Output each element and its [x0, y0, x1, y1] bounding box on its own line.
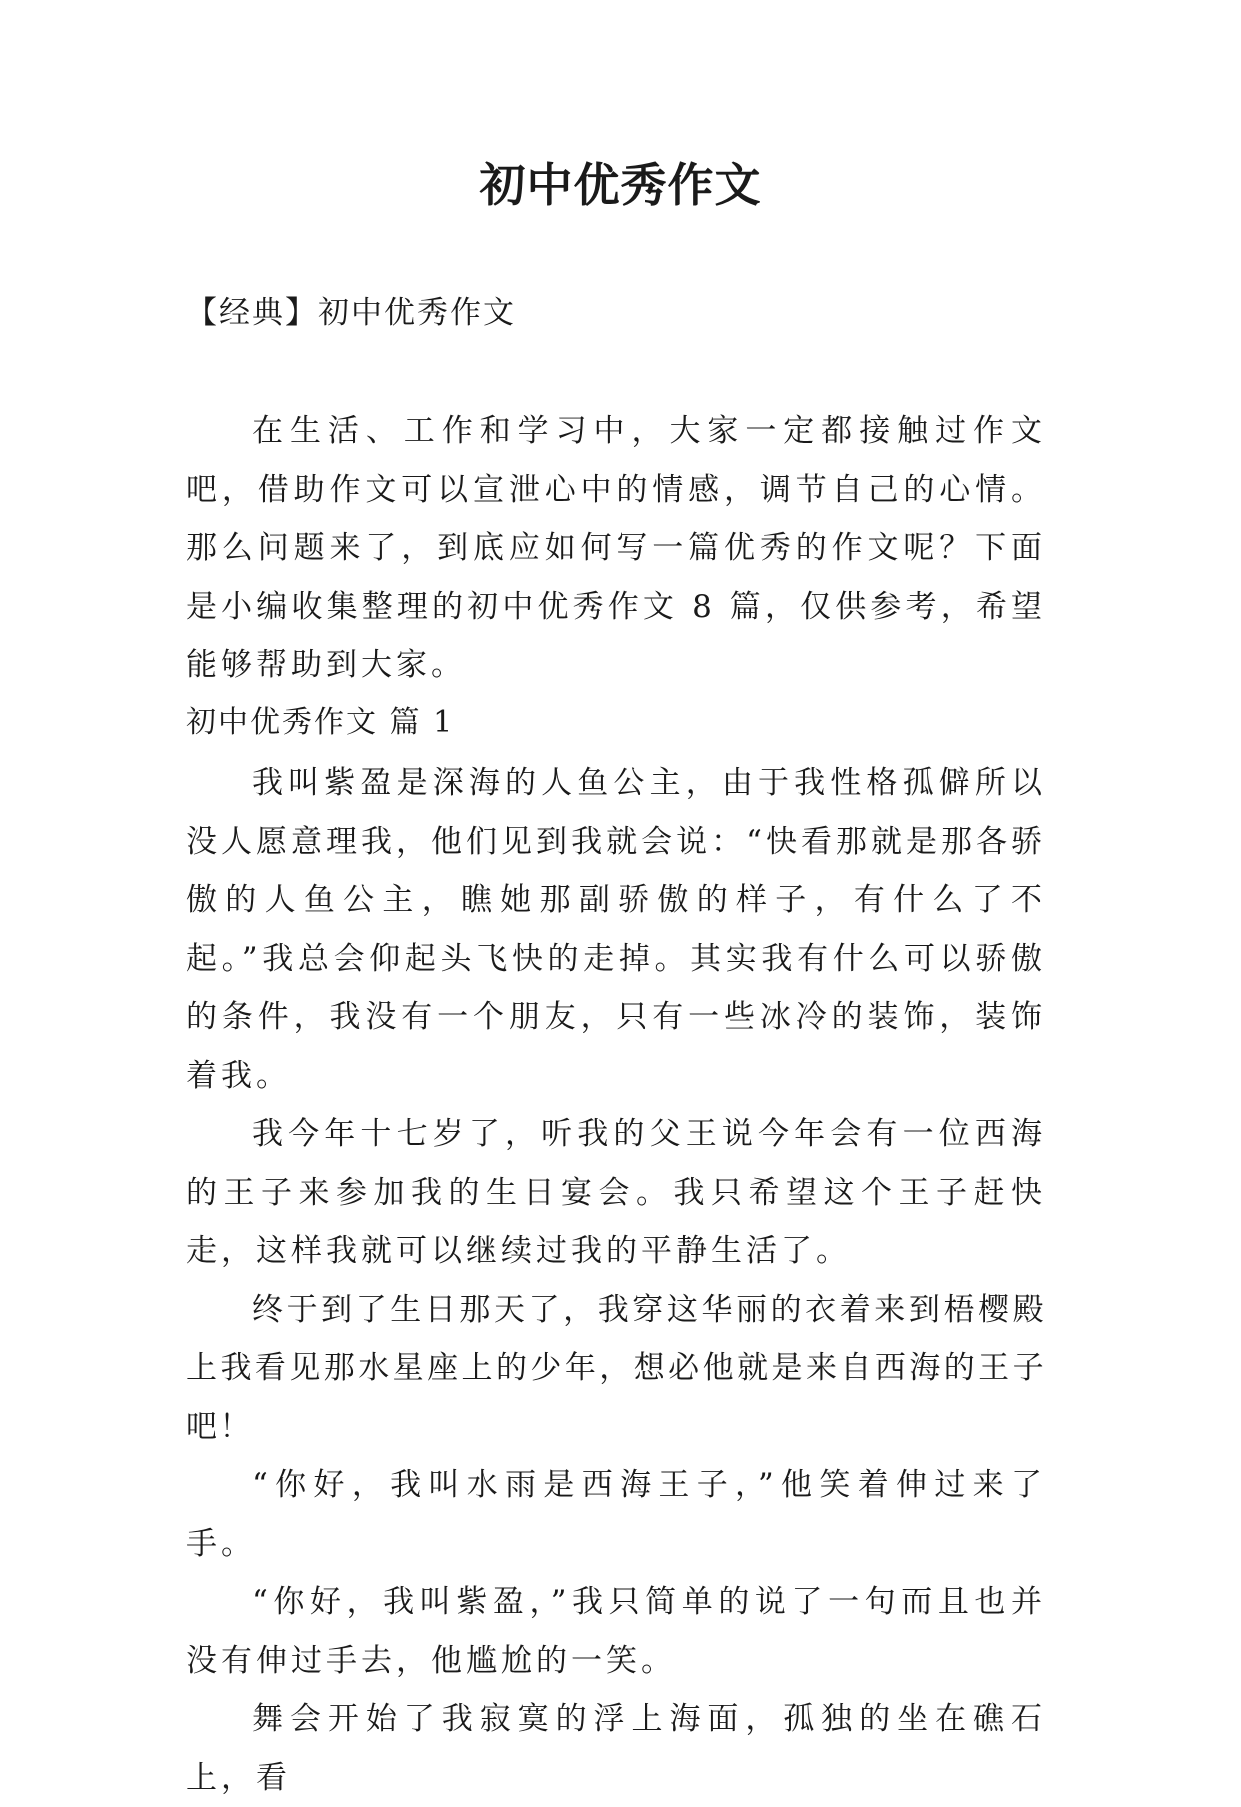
- document-subtitle: 【经典】初中优秀作文: [186, 295, 516, 331]
- article-paragraph: “你好，我叫紫盈，”我只简单的说了一句而且也并没有伸过手去，他尴尬的一笑。: [186, 1584, 1046, 1679]
- article-paragraph: 我今年十七岁了，听我的父王说今年会有一位西海的王子来参加我的生日宴会。我只希望这个王子赶快走，这样我就可以继续过我的平静生活了。: [186, 1116, 1046, 1269]
- article-paragraph: “你好，我叫水雨是西海王子，”他笑着伸过来了手。: [186, 1467, 1046, 1562]
- article-body: [186, 754, 1046, 1807]
- section-heading: 初中优秀作文 篇 1: [186, 705, 455, 740]
- intro-paragraph: 在生活、工作和学习中，大家一定都接触过作文吧，借助作文可以宣泄心中的情感，调节自己的心情。那么问题来了，到底应如何写一篇优秀的作文呢？下面是小编收集整理的初中优秀作文 8 篇，仅供参考，希望能够帮助到大家。: [186, 413, 1046, 683]
- article-paragraph: 舞会开始了我寂寞的浮上海面，孤独的坐在礁石上，看: [186, 1701, 1046, 1796]
- article-paragraph: 终于到了生日那天了，我穿这华丽的衣着来到梧樱殿上我看见那水星座上的少年，想必他就是来自西海的王子吧！: [186, 1291, 1046, 1445]
- document-title: 初中优秀作文: [479, 158, 762, 212]
- article-paragraph: 我叫紫盈是深海的人鱼公主，由于我性格孤僻所以没人愿意理我，他们见到我就会说：“快看那就是那各骄傲的人鱼公主，瞧她那副骄傲的样子，有什么了不起。”我总会仰起头飞快的走掉。其实我有什么可以骄傲的条件，我没有一个朋友，只有一些冰冷的装饰，装饰着我。: [186, 765, 1046, 1094]
